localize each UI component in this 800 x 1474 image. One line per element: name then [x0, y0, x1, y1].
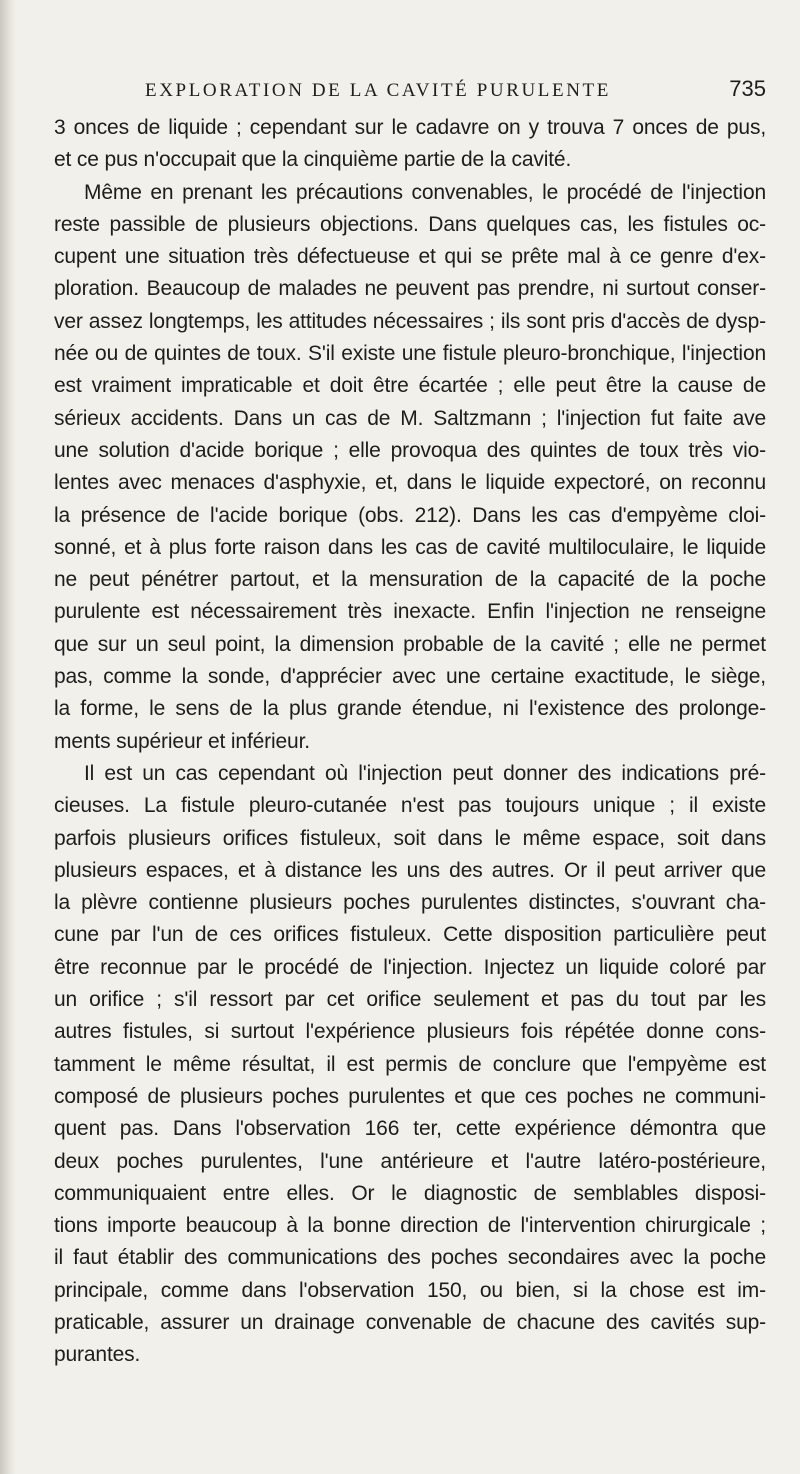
text-line: autres fistules, si surtout l'expérience plusieurs fois répétée donne cons-	[54, 1020, 766, 1044]
text-line: est vraiment impraticable et doit être écartée ; elle peut être la cause de	[54, 374, 766, 398]
text-line: 3 onces de liquide ; cependant sur le cadavre on y trouva 7 onces de pus,	[54, 116, 766, 139]
text-line: pas, comme la sonde, d'apprécier avec une certaine exactitude, le siège,	[54, 665, 766, 689]
running-title: EXPLORATION DE LA CAVITÉ PURULENTE	[145, 80, 611, 101]
text-line: composé de plusieurs poches purulentes et que ces poches ne communi-	[54, 1084, 766, 1108]
text-line: un orifice ; s'il ressort par cet orifice seulement et pas du tout par les	[54, 988, 766, 1012]
text-line: plusieurs espaces, et à distance les uns des autres. Or il peut arriver que	[54, 858, 766, 882]
text-line: cupent une situation très défectueuse et qui se prête mal à ce genre d'ex-	[54, 245, 766, 269]
page-binding-shadow	[0, 0, 16, 1474]
text-line: reste passible de plusieurs objections. Dans quelques cas, les fistules oc-	[54, 212, 766, 236]
text-line: communiquaient entre elles. Or le diagnostic de semblables disposi-	[54, 1181, 766, 1205]
text-line: ments supérieur et inférieur.	[54, 729, 310, 753]
text-line: tamment le même résultat, il est permis de conclure que l'empyème est	[54, 1052, 766, 1076]
body-text	[54, 112, 766, 1372]
text-line: il faut établir des communications des poches secondaires avec la poche	[54, 1246, 766, 1270]
text-line: et ce pus n'occupait que la cinquième partie de la cavité.	[54, 148, 572, 172]
text-line: que sur un seul point, la dimension probable de la cavité ; elle ne permet	[54, 632, 766, 656]
text-line: principale, comme dans l'observation 150, ou bien, si la chose est im-	[54, 1278, 766, 1302]
text-line: née ou de quintes de toux. S'il existe une fistule pleuro-bronchique, l'injection	[54, 342, 766, 366]
text-line: ploration. Beaucoup de malades ne peuvent pas prendre, ni surtout conser-	[54, 277, 766, 301]
page-number: 735	[729, 76, 766, 101]
text-line: lentes avec menaces d'asphyxie, et, dans le liquide expectoré, on reconnu	[54, 471, 766, 495]
text-line: Il est un cas cependant où l'injection peut donner des indications pré-	[84, 761, 766, 785]
text-line: deux poches purulentes, l'une antérieure et l'autre latéro-postérieure,	[54, 1149, 766, 1173]
text-line: sonné, et à plus forte raison dans les cas de cavité multiloculaire, le liquide	[54, 535, 766, 559]
text-line: tions importe beaucoup à la bonne direction de l'intervention chirurgicale ;	[54, 1214, 766, 1238]
text-line: la présence de l'acide borique (obs. 212). Dans les cas d'empyème cloi-	[54, 503, 766, 527]
text-line: quent pas. Dans l'observation 166 ter, cette expérience démontra que	[54, 1117, 766, 1141]
text-line: ver assez longtemps, les attitudes nécessaires ; ils sont pris d'accès de dysp-	[54, 309, 766, 333]
text-line: Même en prenant les précautions convenables, le procédé de l'injection	[84, 180, 766, 204]
text-line: purulente est nécessairement très inexacte. Enfin l'injection ne renseigne	[54, 600, 766, 624]
text-line: praticable, assurer un drainage convenable de chacune des cavités sup-	[54, 1310, 766, 1334]
text-line: parfois plusieurs orifices fistuleux, soit dans le même espace, soit dans	[54, 826, 766, 850]
text-line: une solution d'acide borique ; elle provoqua des quintes de toux très vio-	[54, 438, 766, 462]
text-line: cune par l'un de ces orifices fistuleux. Cette disposition particulière peut	[54, 923, 766, 947]
text-line: sérieux accidents. Dans un cas de M. Saltzmann ; l'injection fut faite ave	[54, 406, 766, 430]
text-line: la forme, le sens de la plus grande étendue, ni l'existence des prolonge-	[54, 697, 766, 721]
text-line: être reconnue par le procédé de l'injection. Injectez un liquide coloré par	[54, 955, 766, 979]
text-line: cieuses. La fistule pleuro-cutanée n'est pas toujours unique ; il existe	[54, 794, 766, 818]
text-line: la plèvre contienne plusieurs poches purulentes distinctes, s'ouvrant cha-	[54, 891, 766, 915]
text-line: purantes.	[54, 1343, 141, 1367]
text-line: ne peut pénétrer partout, et la mensuration de la capacité de la poche	[54, 568, 766, 592]
running-header	[50, 76, 766, 110]
